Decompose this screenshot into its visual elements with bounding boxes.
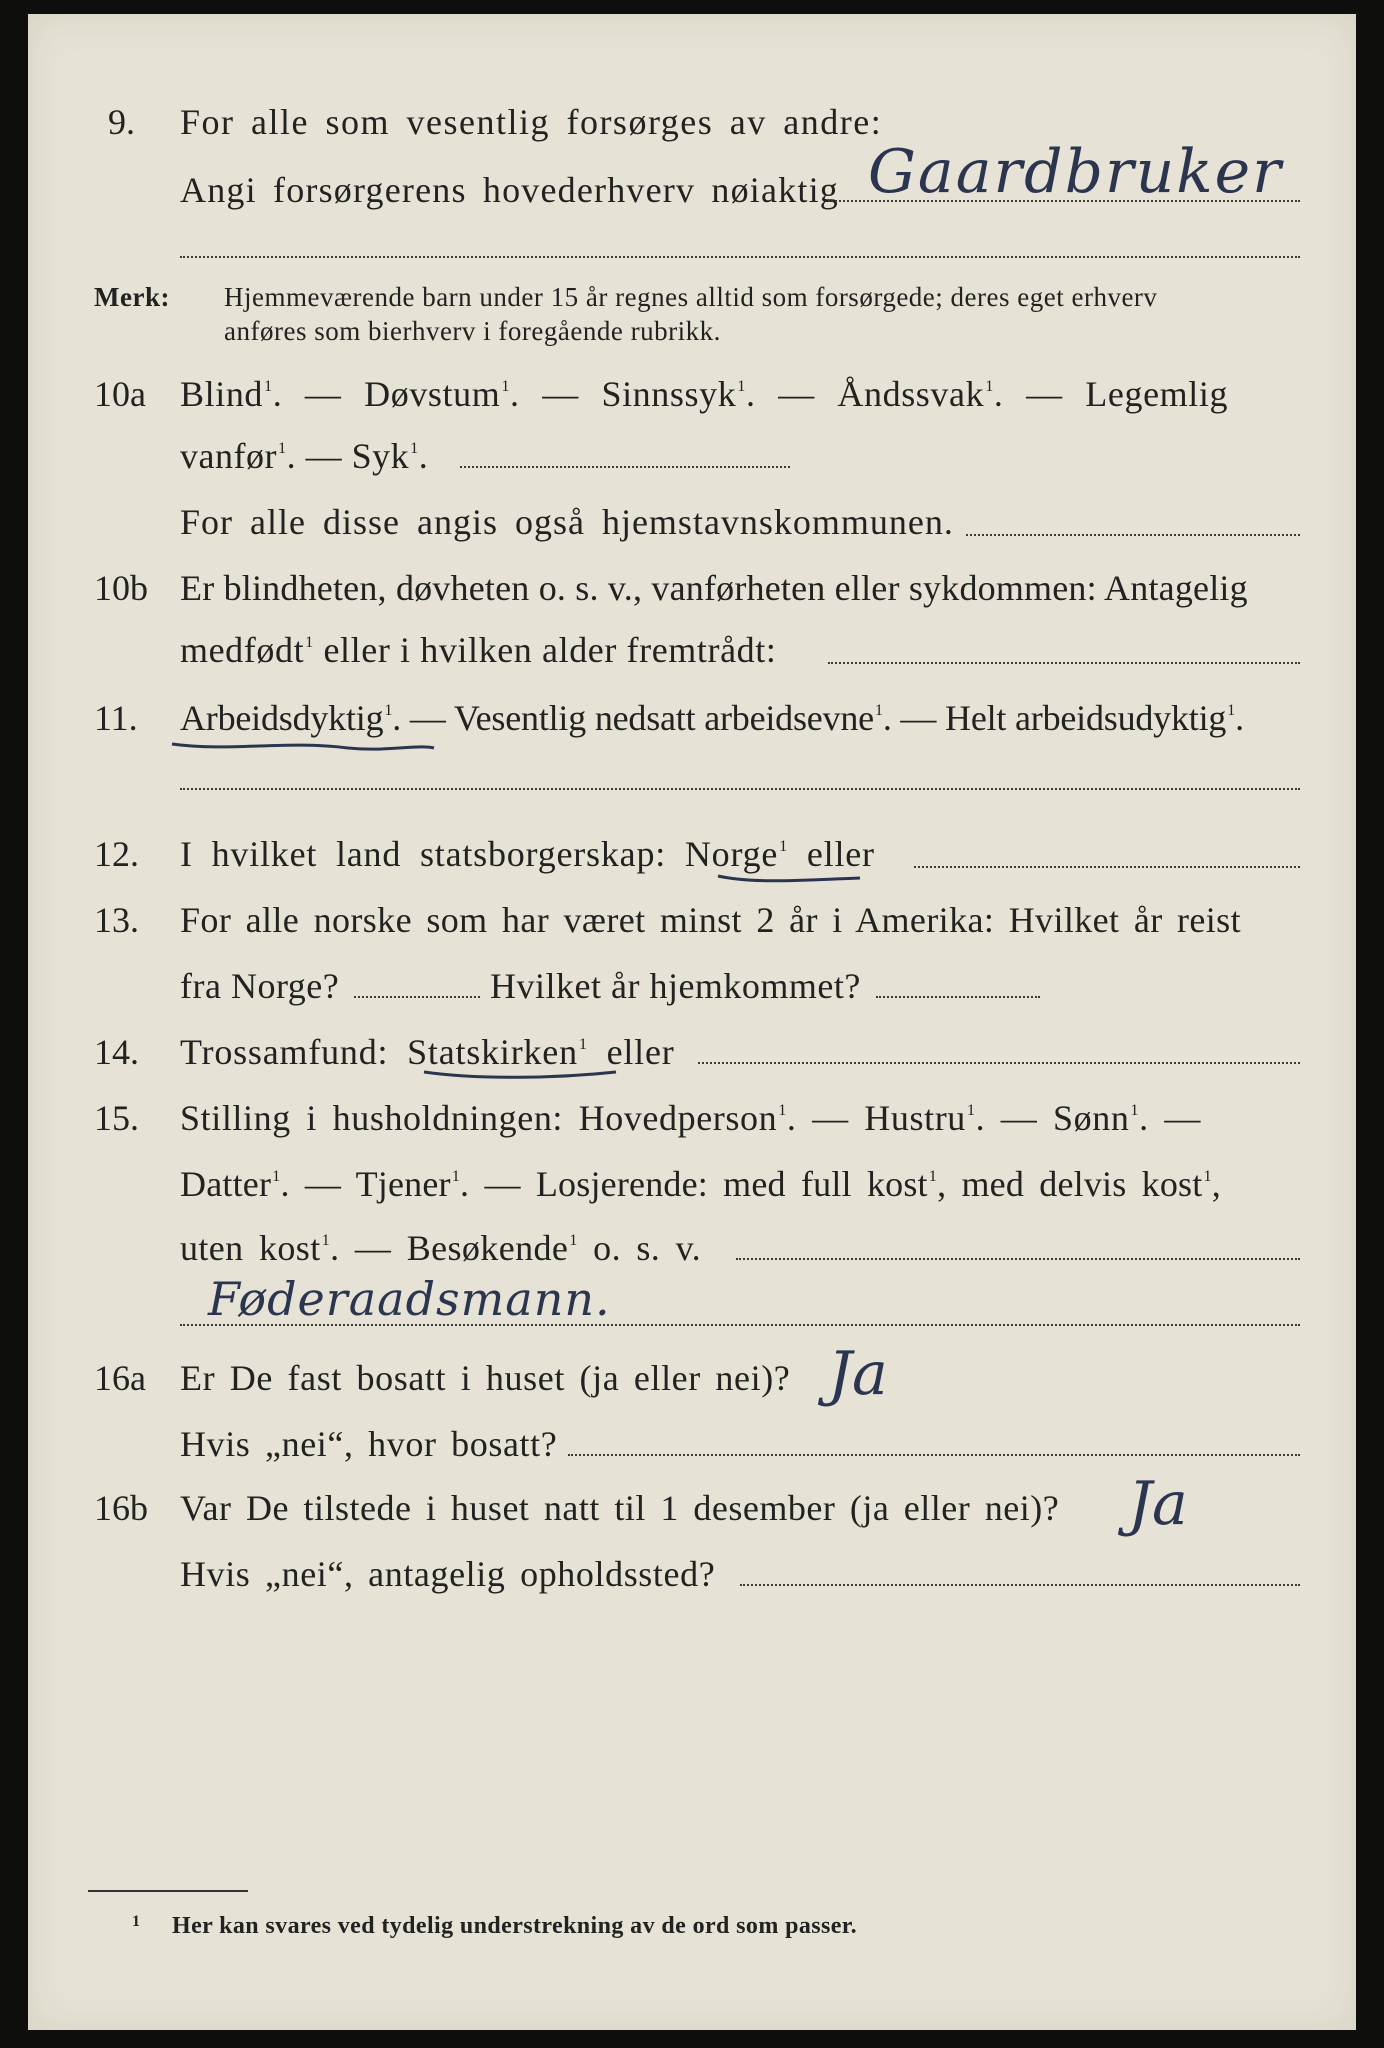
q16a-line1: Er De fast bosatt i huset (ja eller nei)?	[180, 1358, 791, 1398]
q9-line1: For alle som vesentlig forsørges av andre:	[180, 102, 883, 142]
merk-label: Merk:	[94, 282, 170, 312]
q15-handwritten-answer: Føderaadsmann.	[208, 1272, 611, 1326]
q10b-answer-line	[828, 662, 1300, 664]
q15-answer-line1	[736, 1258, 1300, 1260]
q13-hjemkommet-line	[876, 996, 1040, 998]
q15-number: 15.	[94, 1098, 139, 1138]
q13-line1: For alle norske som har været minst 2 år i Amerika: Hvilket år reist	[180, 900, 1241, 940]
q14-number: 14.	[94, 1032, 139, 1072]
q16a-answer-line	[568, 1454, 1300, 1456]
q10a-answer-line	[460, 466, 790, 468]
q12-handwritten-underline	[714, 866, 864, 890]
q14-answer-line	[698, 1062, 1300, 1064]
q16a-handwritten-answer: Ja	[828, 1339, 888, 1409]
q10a-line2: vanfør$^1$. — Syk$^1$.	[180, 436, 429, 476]
q16a-line2: Hvis „nei“, hvor bosatt?	[180, 1424, 558, 1464]
q16b-number: 16b	[94, 1488, 148, 1528]
q10a-hjemstavn-line	[966, 534, 1300, 536]
q16b-line1: Var De tilstede i huset natt til 1 desember (ja eller nei)?	[180, 1488, 1060, 1528]
q13-line2b: Hvilket år hjemkommet?	[490, 966, 861, 1006]
q15-line3: uten kost$^1$. — Besøkende$^1$ o. s. v.	[180, 1228, 702, 1268]
q14-line1: Trossamfund: Statskirken$^1$ eller	[180, 1032, 675, 1072]
q10a-number: 10a	[94, 374, 146, 414]
q13-reist-line	[354, 996, 480, 998]
q13-number: 13.	[94, 900, 139, 940]
q16a-number: 16a	[94, 1358, 146, 1398]
footnote-rule	[88, 1890, 248, 1892]
q10b-number: 10b	[94, 568, 148, 608]
q15-answer-line2	[180, 1324, 1300, 1326]
census-form-page	[28, 14, 1356, 2030]
footnote-text: Her kan svares ved tydelig understrekning av de ord som passer.	[172, 1913, 858, 1939]
q16b-answer-line	[740, 1584, 1300, 1586]
merk-line1: Hjemmeværende barn under 15 år regnes alltid som forsørgede; deres eget erhverv	[224, 282, 1158, 312]
q15-line1: Stilling i husholdningen: Hovedperson$^1$. — Hustru$^1$. — Sønn$^1$. —	[180, 1098, 1201, 1138]
q14-handwritten-underline	[420, 1062, 620, 1086]
q12-number: 12.	[94, 834, 139, 874]
q10b-line2: medfødt$^1$ eller i hvilken alder fremtrådt:	[180, 630, 777, 670]
q12-line1: I hvilket land statsborgerskap: Norge$^1$ eller	[180, 834, 875, 874]
q9-handwritten-answer: Gaardbruker	[868, 137, 1283, 207]
q16b-line2: Hvis „nei“, antagelig opholdssted?	[180, 1554, 716, 1594]
q10a-line3: For alle disse angis også hjemstavnskommunen.	[180, 502, 954, 542]
q10a-line1: Blind$^1$. — Døvstum$^1$. — Sinnssyk$^1$. — Åndssvak$^1$. — Legemlig	[180, 374, 1229, 414]
q9-line2: Angi forsørgerens hovederhverv nøiaktig	[180, 170, 839, 210]
q9-number: 9.	[108, 102, 135, 142]
q13-line2a: fra Norge?	[180, 966, 340, 1006]
q11-handwritten-underline	[168, 730, 438, 760]
q11-number: 11.	[94, 698, 138, 738]
q9-second-line	[180, 256, 1300, 258]
q11-answer-line	[180, 788, 1300, 790]
q10b-line1: Er blindheten, døvheten o. s. v., vanførheten eller sykdommen: Antagelig	[180, 568, 1248, 608]
q15-line2: Datter$^1$. — Tjener$^1$. — Losjerende: med full kost$^1$, med delvis kost$^1$,	[180, 1164, 1221, 1204]
q12-answer-line	[914, 866, 1300, 868]
footnote-mark: 1	[132, 1913, 141, 1930]
merk-line2: anføres som bierhverv i foregående rubrikk.	[224, 316, 721, 346]
q11-line1: Arbeidsdyktig$^1$. — Vesentlig nedsatt arbeidsevne$^1$. — Helt arbeidsudyktig$^1$.	[180, 698, 1244, 738]
q16b-handwritten-answer: Ja	[1128, 1469, 1188, 1539]
